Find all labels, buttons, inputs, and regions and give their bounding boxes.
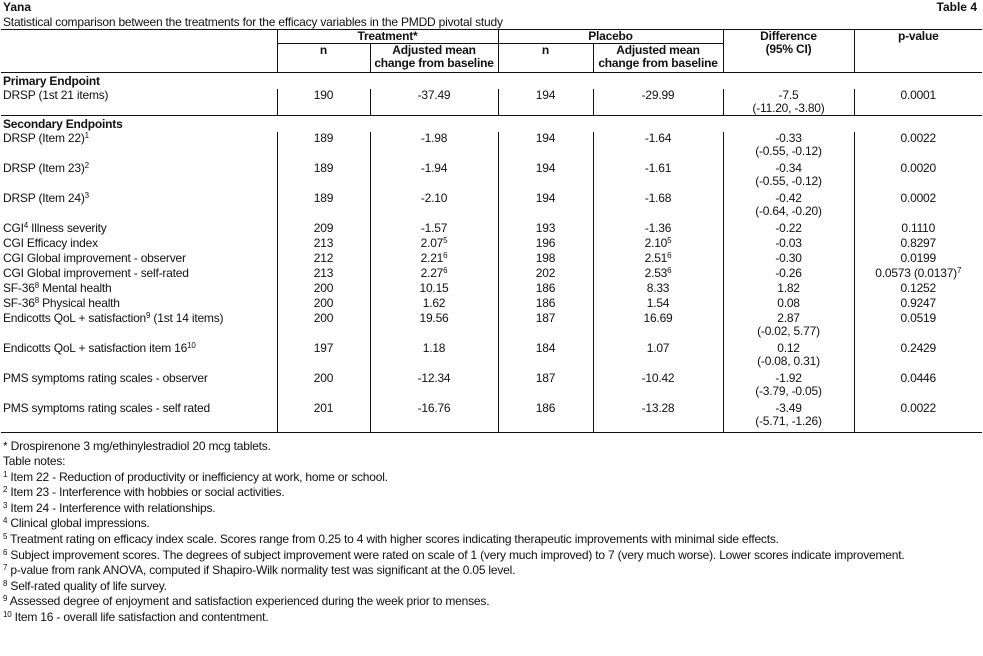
footnote: $^5$ Treatment rating on efficacy index scale. Scores range from 0.25 to 4 with higher scores indicating therapeutic improvements with minimal side effects. xyxy=(3,532,779,547)
table-row: DRSP (Item 24)$^3$ 189 -2.10 194 -1.68 -0.42 (-0.64, -0.20) 0.0002 xyxy=(1,192,982,222)
pvalue-header: p-value xyxy=(854,30,982,73)
table-row: PMS symptoms rating scales - self rated 201 -16.76 186 -13.28 -3.49 (-5.71, -1.26) 0.0022 xyxy=(1,402,982,433)
table-row: Endicotts QoL + satisfaction$^9$ (1st 14 items) 200 19.56 187 16.69 2.87 (-0.02, 5.77) 0.0519 xyxy=(1,312,982,342)
table-row: $SF-36^8$ Mental health 200 10.15 186 8.33 1.82 0.1252 xyxy=(1,282,982,297)
table-row: DRSP (1st 21 items) 190 -37.49 194 -29.99 -7.5 (-11.20, -3.80) 0.0001 xyxy=(1,89,982,116)
table-row: DRSP (Item 22)$^1$ 189 -1.98 194 -1.64 -0.33 (-0.55, -0.12) 0.0022 xyxy=(1,132,982,162)
difference-header: Difference (95% CI) xyxy=(723,30,854,73)
footnote: $^8$ Self-rated quality of life survey. xyxy=(3,578,167,593)
table-row: $SF-36^8$ Physical health 200 1.62 186 1.54 0.08 0.9247 xyxy=(1,297,982,312)
table-row: CGI$^4$ Illness severity 209 -1.57 193 -1.36 -0.22 0.1110 xyxy=(1,222,982,237)
table-footnotes xyxy=(0,439,983,626)
product-name: Yana xyxy=(3,0,32,14)
footnote-asterisk: * Drospirenone 3 mg/ethinylestradiol 20 mcg tablets. xyxy=(3,438,271,453)
table-row: CGI Global improvement - observer 212 2.21$^6$ 198 2.51$^6$ -0.30 0.0199 xyxy=(1,252,982,267)
placebo-adj-header: Adjusted mean change from baseline xyxy=(593,44,723,73)
table-row: CGI Efficacy index 213 2.07$^5$ 196 2.10$^5$ -0.03 0.8297 xyxy=(1,237,982,252)
table-row: CGI Global improvement - self-rated 213 2.27$^6$ 202 2.53$^6$ -0.26 0.0573 $(0.0137)^7$ xyxy=(1,267,982,282)
footnote: $^7$ p-value from rank ANOVA, computed if Shapiro-Wilk normality test was significant at the 0.05 level. xyxy=(3,563,516,578)
placebo-n-header: n xyxy=(498,44,593,73)
footnote: $^{10}$ Item 16 - overall life satisfaction and contentment. xyxy=(3,610,269,625)
table-caption: Statistical comparison between the treatments for the efficacy variables in the PMDD pivotal study xyxy=(3,15,503,29)
table-row: DRSP (Item 23)$^2$ 189 -1.94 194 -1.61 -0.34 (-0.55, -0.12) 0.0020 xyxy=(1,162,982,192)
table-row: Endicotts QoL + satisfaction item $16^{10}$ 197 1.18 184 1.07 0.12 (-0.08, 0.31) 0.2429 xyxy=(1,342,982,372)
section-label: Secondary Endpoints xyxy=(1,115,982,132)
table-number: Table 4 xyxy=(936,0,977,14)
footnotes-heading: Table notes: xyxy=(3,454,66,469)
section-label: Primary Endpoint xyxy=(1,72,982,89)
table-row: PMS symptoms rating scales - observer 200 -12.34 187 -10.42 -1.92 (-3.79, -0.05) 0.0446 xyxy=(1,372,982,402)
treatment-n-header: n xyxy=(277,44,370,73)
footnote: $^3$ Item 24 - Interference with relationships. xyxy=(3,500,216,515)
footnote: $^2$ Item 23 - Interference with hobbies or social activities. xyxy=(3,485,285,500)
header-row-1 xyxy=(1,30,982,44)
footnote: $^1$ Item 22 - Reduction of productivity or inefficiency at work, home or school. xyxy=(3,469,388,484)
footnote: $^4$ Clinical global impressions. xyxy=(3,516,150,531)
footnote: $^9$ Assessed degree of enjoyment and satisfaction experienced during the week prior to menses. xyxy=(3,594,490,609)
document-header xyxy=(0,0,983,14)
treatment-adj-header: Adjusted mean change from baseline xyxy=(370,44,498,73)
treatment-header: Treatment* xyxy=(277,30,498,44)
section-secondary xyxy=(1,115,982,132)
placebo-header: Placebo xyxy=(498,30,723,44)
footnote: $^6$ Subject improvement scores. The degrees of subject improvement were rated on scale of 1 (very much improved) to 7 (very much worse). Lower scores indicate improvement. xyxy=(3,547,905,562)
efficacy-table xyxy=(1,29,982,433)
section-primary xyxy=(1,72,982,89)
